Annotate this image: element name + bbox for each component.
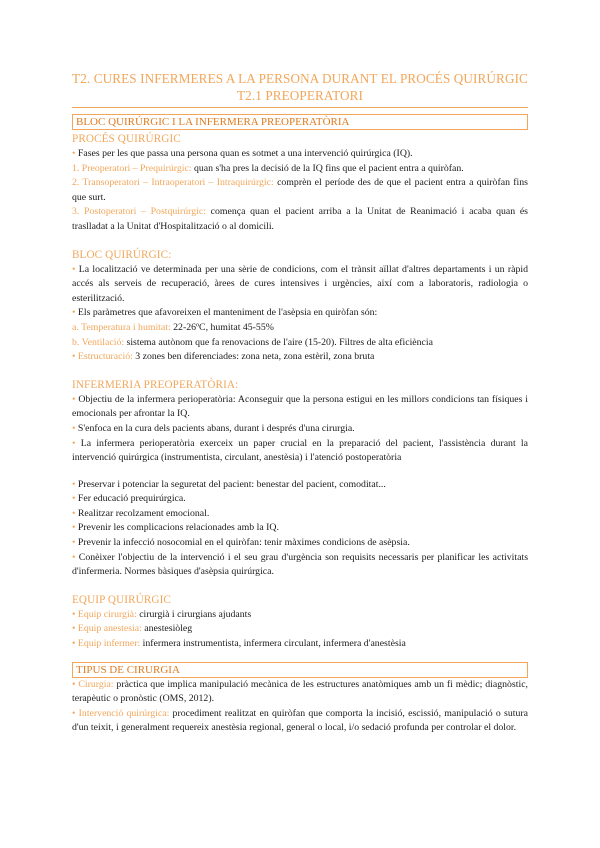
equip-anestesia: • Equip anestesia: anestesiòleg [72, 623, 193, 635]
bullet-icon: • [72, 507, 76, 519]
bullet-icon: • [72, 307, 76, 319]
bullet-icon: • [72, 522, 76, 534]
bullet-icon: • [72, 707, 76, 719]
title-line-1: T2. CURES INFERMERES A LA PERSONA DURANT EL PROCÉS QUIRÚRGIC [72, 71, 528, 86]
subheading-proces-quirurgic: PROCÉS QUIRÚRGIC [72, 133, 181, 145]
phase-transoperatori: 2. Transoperatori – Intraoperatori – Intraquirúrgic: comprèn el període des de que el pacient entra a quiròfan fins que surt. [72, 177, 528, 203]
phase-postoperatori: 3. Postoperatori – Postquirúrgic: comença quan el pacient arriba a la Unitat de Reanimació i acaba quan és traslladat a la Unitat d'Hospitalització o al domicili. [72, 206, 528, 232]
obj-recolzament: • Realitzar recolzament emocional. [72, 507, 210, 519]
bloc-parametres: • Els paràmetres que afavoreixen el manteniment de l'asèpsia en quiròfan són: [72, 307, 378, 319]
bullet-icon: • [72, 422, 76, 434]
section-heading-bloc-quirurgic: BLOC QUIRÚRGIC I LA INFERMERA PREOPERATÒRIA [72, 114, 528, 130]
inf-objectiu: • Objectiu de la infermera perioperatòria: Aconseguir que la persona estigui en les millors condicions tan físiques i emocionals per afrontar la IQ. [72, 393, 528, 420]
subheading-infermeria-preoperatoria: INFERMERIA PREOPERATÒRIA: [72, 378, 239, 391]
subheading-equip-quirurgic: EQUIP QUIRÚRGIC [72, 593, 171, 606]
bullet-icon: • [72, 478, 76, 490]
definicio-cirurgia: • Cirurgia: pràctica que implica manipulació mecànica de les estructures anatòmiques amb un fi mèdic; diagnòstic, terapèutic o pronòstic (OMS, 2012). [72, 678, 528, 705]
bullet-icon: • [72, 351, 76, 363]
estructuracio: • Estructuració: 3 zones ben diferenciades: zona neta, zona estèril, zona bruta [72, 351, 375, 363]
title-divider [72, 107, 528, 108]
bullet-icon: • [72, 623, 76, 635]
bullet-icon: • [72, 148, 76, 159]
obj-complicacions: • Prevenir les complicacions relacionades amb la IQ. [72, 522, 279, 534]
inf-enfoca: • S'enfoca en la cura dels pacients abans, durant i després d'una cirurgia. [72, 422, 355, 434]
obj-seguretat: • Preservar i potenciar la seguretat del pacient: benestar del pacient, comoditat... [72, 478, 386, 490]
definicio-intervencio: • Intervenció quirúrgica: procediment realitzat en quiròfan que comporta la incisió, escissió, manipulació o sutura d'un teixit, i generalment requereix anestèsia regional, general o local, i/o sedació profunda per controlar el dolor. [72, 707, 528, 734]
subheading-bloc-quirurgic: BLOC QUIRÚRGIC: [72, 248, 172, 261]
paragraph-spacer [72, 466, 528, 478]
section-heading-tipus-cirurgia: TIPUS DE CIRURGIA [72, 662, 528, 678]
document-page [72, 70, 528, 736]
param-temperatura: a. Temperatura i humitat: 22-26ºC, humitat 45-55% [72, 321, 274, 333]
equip-infermer: • Equip infermer: infermera instrumentista, infermera circulant, infermera d'anestèsia [72, 638, 406, 650]
obj-infeccio: • Prevenir la infecció nosocomial en el quiròfan: tenir màximes condicions de asèpsia. [72, 537, 410, 549]
bullet-icon: • [72, 678, 76, 690]
bullet-icon: • [72, 393, 76, 405]
obj-educacio: • Fer educació prequirúrgica. [72, 493, 186, 505]
param-ventilacio: b. Ventilació: sistema autònom que fa renovacions de l'aire (15-20). Filtres de alta eficiència [72, 336, 433, 348]
bullet-icon: • [72, 551, 76, 563]
bullet-icon: • [72, 638, 76, 650]
bullet-icon: • [72, 608, 76, 620]
document-title [72, 70, 528, 104]
bullet-icon: • [72, 437, 76, 449]
bullet-icon: • [72, 537, 76, 549]
obj-coneixer: • Conèixer l'objectiu de la intervenció i el seu grau d'urgència son requisits necessaris per planificar les activitats d'infermeria. Normes bàsiques d'asèpsia quirúrgica. [72, 551, 529, 578]
title-line-2: T2.1 PREOPERATORI [236, 88, 364, 103]
inf-paper: • La infermera perioperatòria exerceix un paper crucial en la preparació del pacient, l'assistència durant la intervenció quirúrgica (instrumentista, circulant, anestèsia) i l'atenció postoperatòria [72, 437, 529, 464]
equip-cirurgia: • Equip cirurgià: cirurgià i cirurgians ajudants [72, 608, 252, 620]
phase-preoperatori: 1. Preoperatori – Prequirúrgic: quan s'ha pres la decisió de la IQ fins que el pacient entra a quiròfan. [72, 162, 464, 174]
bloc-localitzacio: • La localització ve determinada per una sèrie de condicions, com el trànsit aïllat d'altres departaments i un ràpid accés als serveis de recuperació, àrees de cures intensives i urgències, així com a laboratoris, radiologia o esterilització. [72, 263, 529, 304]
proces-intro: • Fases per les que passa una persona quan es sotmet a una intervenció quirúrgica (IQ). [72, 148, 413, 159]
bullet-icon: • [72, 263, 76, 275]
bullet-icon: • [72, 493, 76, 505]
